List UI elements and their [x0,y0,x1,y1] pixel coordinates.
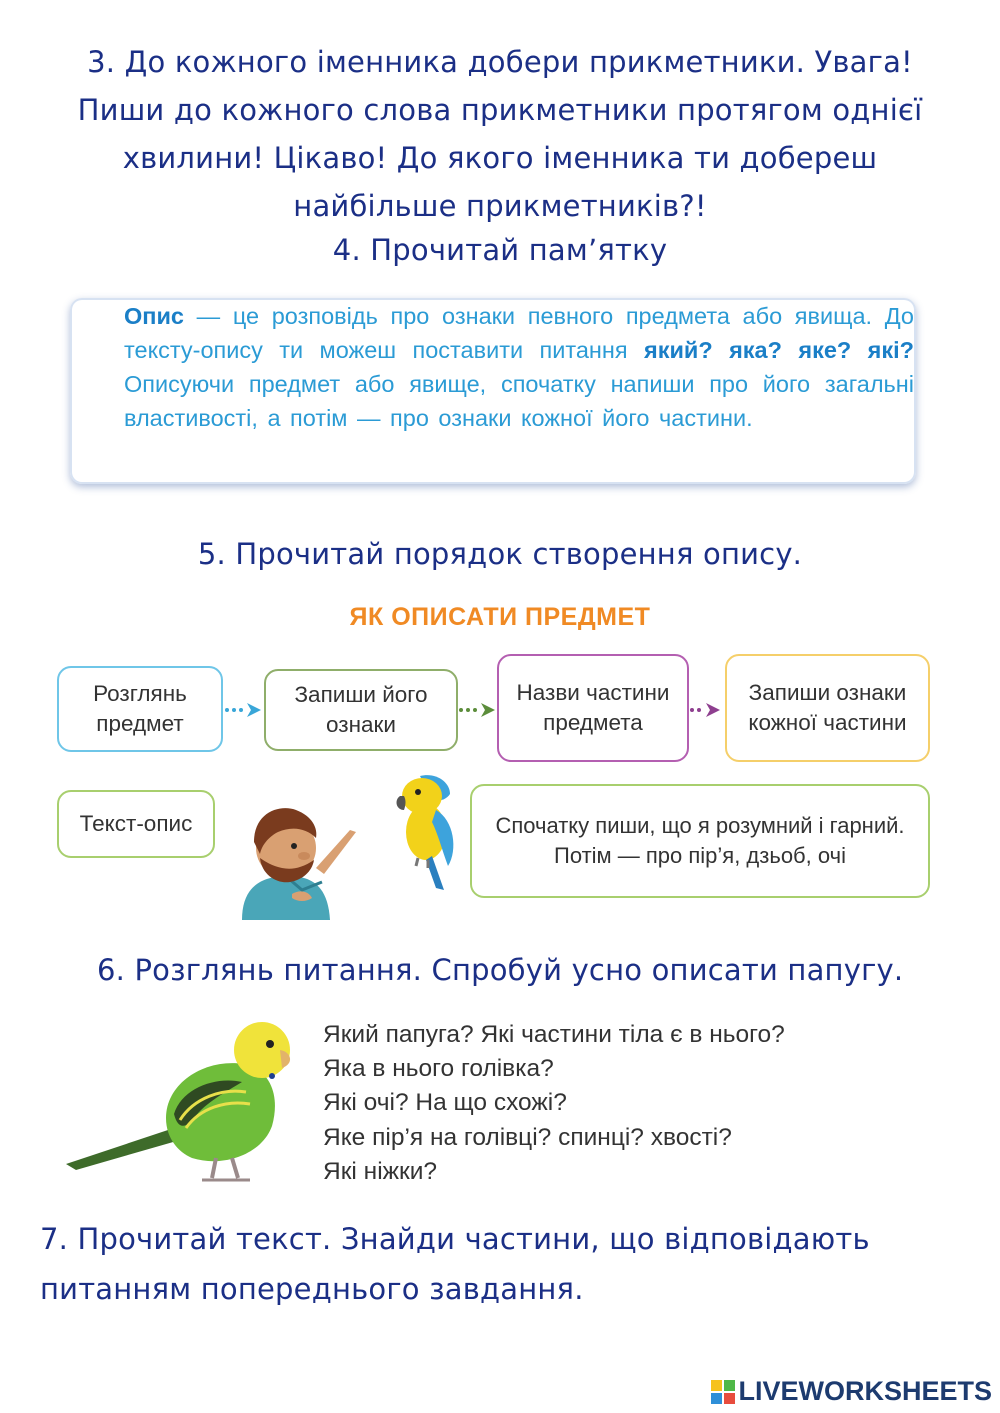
task7-line: 7. Прочитай текст. Знайди частини, що відповідають [40,1222,870,1256]
flow-step-write-features: Запиши його ознаки [264,669,458,751]
text-description-label: Текст-опис [57,790,215,858]
task5-heading: 5. Прочитай порядок створення опису. [197,537,803,571]
task3-line: хвилини! Цікаво! До якого іменника ти добереш [122,141,878,175]
cartoon-parrot-illustration [392,770,462,892]
budgie-questions [323,1018,963,1189]
flow-step-name-parts: Назви частини предмета [497,654,689,762]
memo-part1: — це розповідь про ознаки певного предмета або явища. До тексту-опису ти можеш поставити питання [124,303,914,363]
question-line: Які очі? На що схожі? [323,1089,567,1117]
flow-step-inspect: Розглянь предмет [57,666,223,752]
flow-step-describe-parts: Запиши ознаки кожної частини [725,654,930,762]
question-line: Яке пір’я на голівці? спинці? хвості? [323,1123,732,1151]
task3-heading [0,38,1000,230]
task4-heading: 4. Прочитай пам’ятку [332,233,668,267]
task3-line: 3. До кожного іменника добери прикметники. Увага! [87,45,913,79]
parrot-speech-bubble: Спочатку пиши, що я розумний і гарний. Потім — про пір’я, дзьоб, очі [470,784,930,898]
liveworksheets-logo-icon [710,1379,736,1405]
task6-heading: 6. Розглянь питання. Спробуй усно описати папугу. [97,953,904,987]
question-line: Яка в нього голівка? [323,1055,554,1083]
flow-arrow-1 [223,700,265,720]
memo-questions: який? яка? яке? які? [643,337,914,363]
flow-title: ЯК ОПИСАТИ ПРЕДМЕТ [349,603,651,631]
memo-term: Опис [124,303,184,329]
liveworksheets-logo [710,1376,992,1407]
flow-arrow-3 [688,700,728,720]
task3-line: найбільше прикметників?! [293,189,707,223]
question-line: Які ніжки? [323,1157,438,1185]
liveworksheets-logo-text: LIVEWORKSHEETS [738,1376,992,1406]
task7-heading [40,1214,980,1314]
budgie-illustration [66,1018,298,1188]
memo-text [124,299,914,435]
task7-line: питанням попереднього завдання. [40,1272,584,1306]
memo-part2: Описуючи предмет або явище, спочатку напиши про його загальні властивості, а потім — про ознаки кожної його частини. [124,371,914,431]
boy-illustration [232,798,360,920]
flow-arrow-2 [457,700,499,720]
question-line: Який папуга? Які частини тіла є в нього? [323,1021,785,1048]
task3-line: Пиши до кожного слова прикметники протягом однієї [77,93,923,127]
